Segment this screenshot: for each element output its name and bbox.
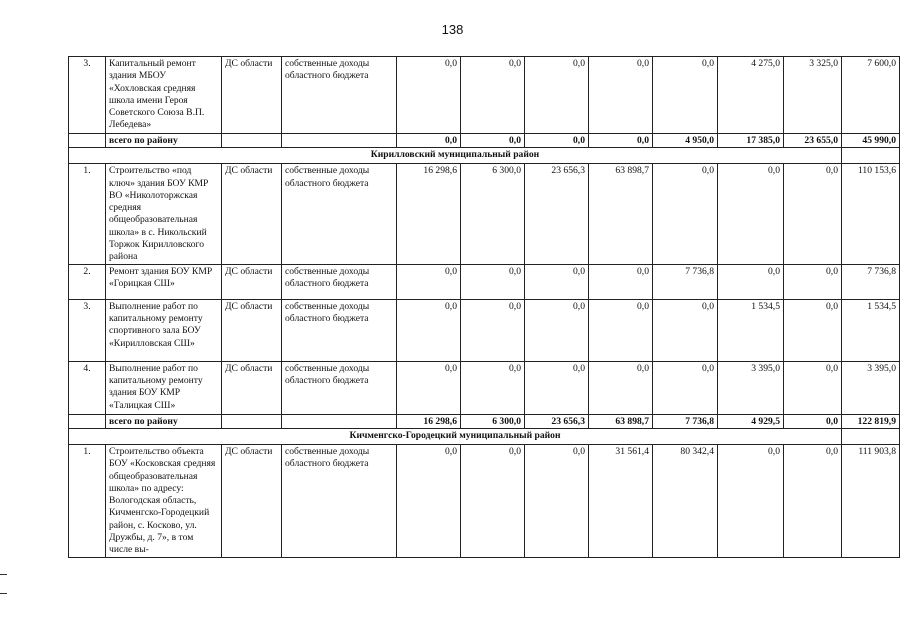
row-number: 1.: [69, 444, 106, 557]
value-cell: 0,0: [525, 57, 589, 134]
row-number: 2.: [69, 264, 106, 299]
value-cell: 0,0: [784, 299, 842, 361]
total-row: [69, 134, 900, 148]
value-cell: 7 736,8: [653, 264, 718, 299]
total-value: 0,0: [589, 134, 653, 148]
section-title: Кирилловский муниципальный район: [69, 148, 842, 164]
empty-cell: [282, 134, 397, 148]
value-cell: 0,0: [589, 361, 653, 414]
value-cell: 3 395,0: [842, 361, 900, 414]
value-cell: 0,0: [397, 361, 461, 414]
responsible-org: ДС области: [222, 299, 282, 361]
page-number: 138: [441, 22, 464, 37]
value-cell: 0,0: [589, 57, 653, 134]
table-row: [69, 299, 900, 361]
value-cell: 16 298,6: [397, 164, 461, 264]
total-value: 0,0: [461, 134, 525, 148]
value-cell: 0,0: [397, 299, 461, 361]
value-cell: 0,0: [461, 264, 525, 299]
value-cell: 0,0: [653, 361, 718, 414]
responsible-org: ДС области: [222, 164, 282, 264]
margin-tick: [0, 574, 7, 575]
value-cell: 6 300,0: [461, 164, 525, 264]
total-value: 4 929,5: [718, 414, 784, 428]
value-cell: 0,0: [589, 264, 653, 299]
empty-cell: [282, 414, 397, 428]
value-cell: 0,0: [784, 361, 842, 414]
total-value: 63 898,7: [589, 414, 653, 428]
empty-cell: [69, 414, 106, 428]
value-cell: 0,0: [461, 57, 525, 134]
total-label: всего по району: [106, 414, 222, 428]
funding-source: собственные доходы областного бюджета: [282, 444, 397, 557]
value-cell: 0,0: [784, 444, 842, 557]
table-row: [69, 264, 900, 299]
project-description: Строительство «под ключ» здания БОУ КМР ВО «Николоторжская средняя общеобразовательная школа» в с. Никольский Торжок Кирилловского района: [106, 164, 222, 264]
value-cell: 0,0: [525, 264, 589, 299]
table-row: [69, 164, 900, 264]
value-cell: 110 153,6: [842, 164, 900, 264]
project-description: Капитальный ремонт здания МБОУ «Хохловская средняя школа имени Героя Советского Союза В.П. Лебедева»: [106, 57, 222, 134]
section-end-cell: [842, 428, 900, 444]
row-number: 3.: [69, 57, 106, 134]
table-row: [69, 361, 900, 414]
value-cell: 0,0: [397, 57, 461, 134]
responsible-org: ДС области: [222, 444, 282, 557]
section-header-row: [69, 428, 900, 444]
value-cell: 0,0: [784, 264, 842, 299]
total-value: 7 736,8: [653, 414, 718, 428]
value-cell: 7 736,8: [842, 264, 900, 299]
value-cell: 23 656,3: [525, 164, 589, 264]
budget-table: [68, 56, 900, 558]
total-value: 122 819,9: [842, 414, 900, 428]
value-cell: 0,0: [525, 299, 589, 361]
funding-source: собственные доходы областного бюджета: [282, 299, 397, 361]
value-cell: 0,0: [525, 361, 589, 414]
value-cell: 1 534,5: [842, 299, 900, 361]
value-cell: 0,0: [718, 264, 784, 299]
total-value: 0,0: [784, 414, 842, 428]
total-value: 23 655,0: [784, 134, 842, 148]
empty-cell: [222, 134, 282, 148]
total-value: 17 385,0: [718, 134, 784, 148]
row-number: 4.: [69, 361, 106, 414]
value-cell: 0,0: [653, 299, 718, 361]
value-cell: 0,0: [653, 164, 718, 264]
responsible-org: ДС области: [222, 264, 282, 299]
total-label: всего по району: [106, 134, 222, 148]
value-cell: 3 395,0: [718, 361, 784, 414]
value-cell: 7 600,0: [842, 57, 900, 134]
project-description: Ремонт здания БОУ КМР «Горицкая СШ»: [106, 264, 222, 299]
value-cell: 4 275,0: [718, 57, 784, 134]
value-cell: 0,0: [525, 444, 589, 557]
value-cell: 63 898,7: [589, 164, 653, 264]
value-cell: 0,0: [461, 361, 525, 414]
row-number: 3.: [69, 299, 106, 361]
project-description: Выполнение работ по капитальному ремонту здания БОУ КМР «Талицкая СШ»: [106, 361, 222, 414]
value-cell: 80 342,4: [653, 444, 718, 557]
value-cell: 0,0: [784, 164, 842, 264]
empty-cell: [222, 414, 282, 428]
total-value: 16 298,6: [397, 414, 461, 428]
total-value: 4 950,0: [653, 134, 718, 148]
section-end-cell: [842, 148, 900, 164]
empty-cell: [69, 134, 106, 148]
funding-source: собственные доходы областного бюджета: [282, 361, 397, 414]
value-cell: 0,0: [461, 444, 525, 557]
project-description: Строительство объекта БОУ «Косковская средняя общеобразовательная школа» по адресу: Вологодская область, Кичменгско-Городецкий район, с. Косково, ул. Дружбы, д. 7», в том числе вы-: [106, 444, 222, 557]
value-cell: 3 325,0: [784, 57, 842, 134]
value-cell: 31 561,4: [589, 444, 653, 557]
margin-tick: [0, 593, 7, 594]
project-description: Выполнение работ по капитальному ремонту спортивного зала БОУ «Кирилловская СШ»: [106, 299, 222, 361]
total-value: 6 300,0: [461, 414, 525, 428]
table-row: [69, 57, 900, 134]
section-title: Кичменгско-Городецкий муниципальный район: [69, 428, 842, 444]
value-cell: 0,0: [653, 57, 718, 134]
value-cell: 0,0: [397, 264, 461, 299]
row-number: 1.: [69, 164, 106, 264]
funding-source: собственные доходы областного бюджета: [282, 264, 397, 299]
section-header-row: [69, 148, 900, 164]
total-value: 0,0: [525, 134, 589, 148]
value-cell: 111 903,8: [842, 444, 900, 557]
total-value: 45 990,0: [842, 134, 900, 148]
value-cell: 0,0: [718, 164, 784, 264]
funding-source: собственные доходы областного бюджета: [282, 57, 397, 134]
value-cell: 0,0: [397, 444, 461, 557]
value-cell: 0,0: [461, 299, 525, 361]
funding-source: собственные доходы областного бюджета: [282, 164, 397, 264]
total-value: 23 656,3: [525, 414, 589, 428]
responsible-org: ДС области: [222, 361, 282, 414]
total-value: 0,0: [397, 134, 461, 148]
total-row: [69, 414, 900, 428]
table-row: [69, 444, 900, 557]
responsible-org: ДС области: [222, 57, 282, 134]
value-cell: 1 534,5: [718, 299, 784, 361]
value-cell: 0,0: [718, 444, 784, 557]
value-cell: 0,0: [589, 299, 653, 361]
